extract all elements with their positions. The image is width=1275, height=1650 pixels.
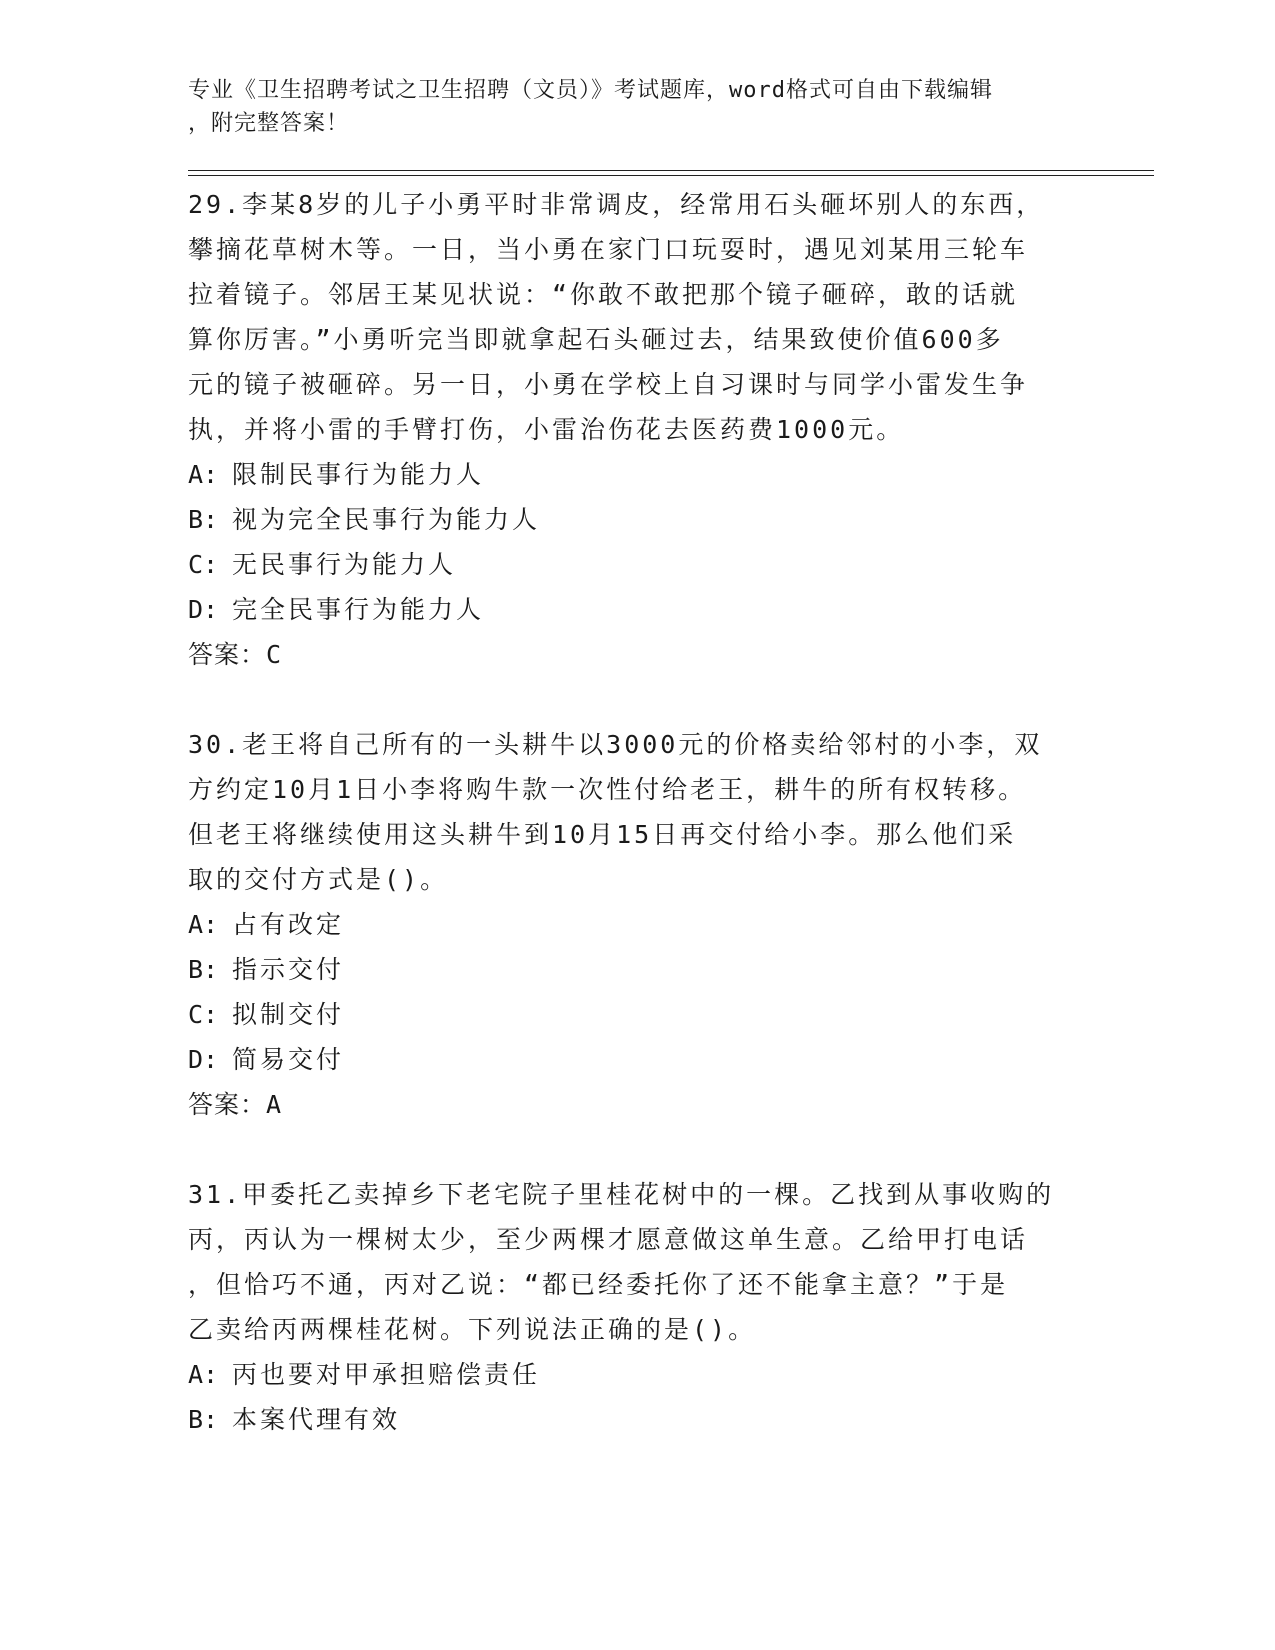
option-d: [188, 587, 1088, 632]
option-text: 占有改定: [232, 910, 345, 939]
option-key: A:: [188, 1360, 219, 1389]
question-stem-line: 31.甲委托乙卖掉乡下老宅院子里桂花树中的一棵。乙找到从事收购的: [188, 1180, 1055, 1209]
option-text: 丙也要对甲承担赔偿责任: [232, 1360, 541, 1389]
option-key: A:: [188, 460, 219, 489]
option-a: [188, 1352, 1088, 1397]
question-stem-line: 攀摘花草树木等。一日，当小勇在家门口玩耍时，遇见刘某用三轮车: [188, 235, 1029, 264]
option-text: 无民事行为能力人: [232, 550, 457, 579]
option-a: [188, 452, 1088, 497]
question-stem-line: 算你厉害。”小勇听完当即就拿起石头砸过去，结果致使价值600多: [188, 325, 1004, 354]
option-c: [188, 542, 1088, 587]
question-stem-line: 取的交付方式是()。: [188, 865, 449, 894]
answer-line: [188, 1082, 1088, 1127]
question-stem-line: 但老王将继续使用这头耕牛到10月15日再交付给小李。那么他们采: [188, 820, 1017, 849]
option-key: D:: [188, 1045, 219, 1074]
answer-label: 答案：: [188, 640, 267, 669]
option-key: A:: [188, 910, 219, 939]
header-line-1: 专业《卫生招聘考试之卫生招聘（文员）》考试题库，word格式可自由下载编辑: [188, 78, 993, 103]
option-key: C:: [188, 1000, 219, 1029]
option-key: B:: [188, 1405, 219, 1434]
option-a: [188, 902, 1088, 947]
header-rule-bottom: [188, 175, 1154, 176]
question-list: [188, 182, 1088, 1487]
document-header: [188, 74, 1088, 140]
question-block: [188, 722, 1088, 1127]
option-text: 拟制交付: [232, 1000, 345, 1029]
question-stem-line: 30.老王将自己所有的一头耕牛以3000元的价格卖给邻村的小李，双: [188, 730, 1043, 759]
question-stem-line: 执，并将小雷的手臂打伤，小雷治伤花去医药费1000元。: [188, 415, 905, 444]
question-stem-line: 元的镜子被砸碎。另一日，小勇在学校上自习课时与同学小雷发生争: [188, 370, 1029, 399]
option-d: [188, 1037, 1088, 1082]
option-key: B:: [188, 955, 219, 984]
option-text: 指示交付: [232, 955, 345, 984]
question-stem-line: 29.李某8岁的儿子小勇平时非常调皮，经常用石头砸坏别人的东西，: [188, 190, 1045, 219]
option-b: [188, 947, 1088, 992]
option-text: 视为完全民事行为能力人: [232, 505, 541, 534]
option-text: 限制民事行为能力人: [232, 460, 485, 489]
option-key: B:: [188, 505, 219, 534]
header-rule-top: [188, 170, 1154, 171]
option-key: D:: [188, 595, 219, 624]
option-text: 完全民事行为能力人: [232, 595, 485, 624]
question-block: [188, 1172, 1088, 1442]
answer-value: A: [266, 1090, 283, 1119]
header-line-2: ，附完整答案！: [188, 111, 350, 136]
option-text: 简易交付: [232, 1045, 345, 1074]
answer-label: 答案：: [188, 1090, 267, 1119]
question-stem-line: 乙卖给丙两棵桂花树。下列说法正确的是()。: [188, 1315, 757, 1344]
answer-line: [188, 632, 1088, 677]
question-stem-line: 丙，丙认为一棵树太少，至少两棵才愿意做这单生意。乙给甲打电话: [188, 1225, 1029, 1254]
question-stem-line: 拉着镜子。邻居王某见状说：“你敢不敢把那个镜子砸碎，敢的话就: [188, 280, 1019, 309]
option-b: [188, 497, 1088, 542]
option-b: [188, 1397, 1088, 1442]
question-stem-line: 方约定10月1日小李将购牛款一次性付给老王，耕牛的所有权转移。: [188, 775, 1027, 804]
question-stem-line: ，但恰巧不通，丙对乙说：“都已经委托你了还不能拿主意？”于是: [188, 1270, 1009, 1299]
option-key: C:: [188, 550, 219, 579]
answer-value: C: [266, 640, 283, 669]
option-text: 本案代理有效: [232, 1405, 401, 1434]
option-c: [188, 992, 1088, 1037]
question-block: [188, 182, 1088, 677]
